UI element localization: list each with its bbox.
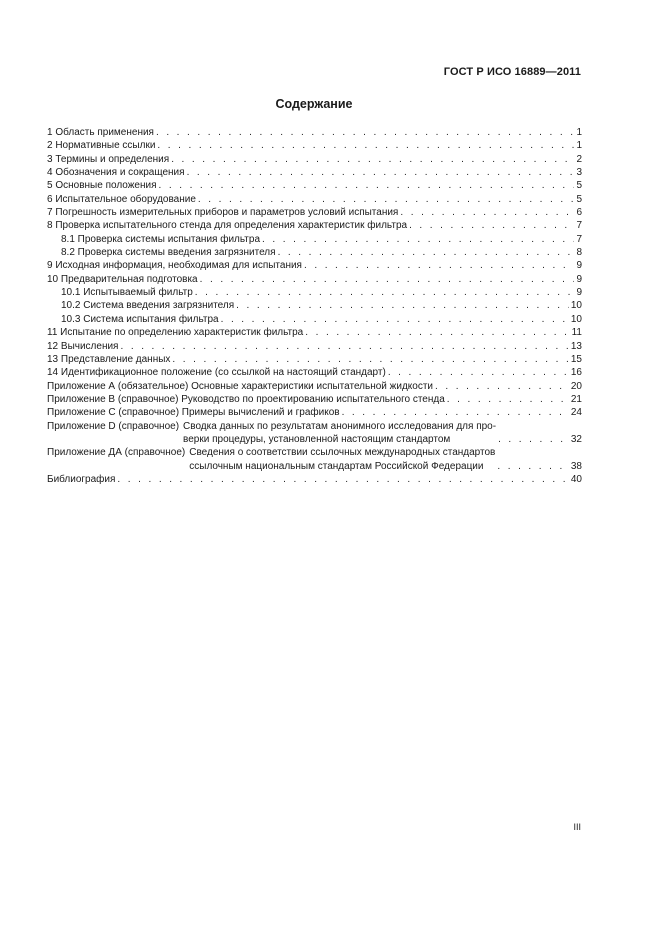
toc-entry-page: 32	[570, 433, 582, 445]
toc-entry-label: 9 Исходная информация, необходимая для испытания	[47, 260, 302, 272]
toc-entry-label: 11 Испытание по определению характеристик фильтра	[47, 327, 304, 339]
toc-entry-appendix[interactable]	[47, 420, 582, 447]
toc-entry-page: 9	[576, 287, 582, 299]
toc-entry[interactable]	[47, 259, 582, 272]
toc-entry-page: 5	[576, 180, 582, 192]
toc-subentry[interactable]	[47, 313, 582, 326]
toc-leader-dots	[156, 126, 574, 139]
toc-entry-page: 9	[576, 260, 582, 272]
toc-entry-label: 13 Представление данных	[47, 353, 171, 365]
toc-entry-page: 11	[571, 327, 582, 339]
toc-entry-label: 7 Погрешность измерительных приборов и параметров условий испытания	[47, 207, 399, 219]
toc-entry[interactable]	[47, 326, 582, 339]
toc-leader-dots	[388, 366, 569, 379]
toc-entry-page: 7	[576, 220, 582, 232]
table-of-contents	[47, 126, 582, 486]
toc-entry[interactable]	[47, 340, 582, 353]
toc-entry[interactable]	[47, 126, 582, 139]
toc-leader-dots	[435, 380, 569, 393]
toc-entry-label: 4 Обозначения и сокращения	[47, 167, 185, 179]
toc-entry[interactable]	[47, 179, 582, 192]
toc-entry-page: 10	[570, 300, 582, 312]
toc-entry-label: 10 Предварительная подготовка	[47, 273, 198, 285]
toc-entry-page: 21	[570, 393, 582, 405]
toc-subentry[interactable]	[47, 299, 582, 312]
toc-entry-label: Приложение А (обязательное) Основные характеристики испытательной жидкости	[47, 380, 433, 392]
toc-entry-label: Библиография	[47, 473, 116, 485]
toc-entry-label: 6 Испытательное оборудование	[47, 193, 196, 205]
toc-leader-dots	[278, 246, 575, 259]
toc-entry-page: 1	[576, 127, 582, 138]
toc-entry-page: 3	[576, 167, 582, 179]
toc-entry-appendix[interactable]	[47, 393, 582, 406]
toc-entry-label: 10.1 Испытываемый фильтр	[61, 287, 193, 299]
toc-leader-dots	[117, 473, 568, 486]
page-number: III	[573, 822, 581, 832]
toc-entry[interactable]	[47, 153, 582, 166]
toc-entry-page: 40	[570, 473, 582, 485]
toc-entry-page: 2	[576, 153, 582, 165]
toc-entry-label-line: верки процедуры, установленной настоящим стандартом	[183, 433, 451, 445]
toc-entry-label-lead: Приложение D (справочное)	[47, 420, 180, 432]
toc-entry[interactable]	[47, 139, 582, 152]
toc-entry-label-line: ссылочным национальным стандартам Российской Федерации	[189, 460, 484, 472]
toc-entry-label-line: Сводка данных по результатам анонимного исследования для про-	[183, 420, 497, 432]
toc-entry-page: 24	[570, 407, 582, 419]
toc-entry-page: 15	[570, 353, 582, 365]
toc-leader-dots	[497, 460, 569, 473]
toc-entry[interactable]	[47, 219, 582, 232]
toc-entry[interactable]	[47, 206, 582, 219]
toc-subentry[interactable]	[47, 233, 582, 246]
toc-leader-dots	[157, 139, 574, 152]
document-id-header: ГОСТ Р ИСО 16889—2011	[443, 66, 581, 78]
toc-leader-dots	[409, 219, 574, 232]
toc-leader-dots	[400, 206, 574, 219]
toc-leader-dots	[498, 433, 569, 446]
toc-entry-page: 9	[576, 273, 582, 285]
toc-entry-label: 12 Вычисления	[47, 340, 119, 352]
toc-subentry[interactable]	[47, 246, 582, 259]
toc-entry-page: 13	[570, 340, 582, 352]
toc-leader-dots	[159, 179, 575, 192]
toc-entry-page: 5	[576, 193, 582, 205]
toc-leader-dots	[195, 286, 575, 299]
toc-entry-label: 10.3 Система испытания фильтра	[61, 313, 219, 325]
toc-entry-page: 1	[576, 140, 582, 152]
toc-leader-dots	[304, 259, 574, 272]
toc-leader-dots	[342, 406, 569, 419]
toc-entry-bibliography[interactable]	[47, 473, 582, 486]
toc-entry-label: 14 Идентификационное положение (со ссылкой на настоящий стандарт)	[47, 367, 386, 379]
toc-entry-page: 6	[576, 207, 582, 219]
toc-entry-label: Приложение В (справочное) Руководство по проектированию испытательного стенда	[47, 393, 445, 405]
toc-subentry[interactable]	[47, 286, 582, 299]
toc-leader-dots	[236, 299, 569, 312]
toc-entry-label: 1 Область применения	[47, 127, 154, 138]
toc-entry[interactable]	[47, 366, 582, 379]
toc-entry-label: 10.2 Система введения загрязнителя	[61, 300, 235, 312]
toc-entry[interactable]	[47, 166, 582, 179]
toc-leader-dots	[262, 233, 574, 246]
toc-entry-label: 5 Основные положения	[47, 180, 157, 192]
toc-entry[interactable]	[47, 273, 582, 286]
toc-entry-appendix[interactable]	[47, 380, 582, 393]
toc-entry-page: 38	[570, 460, 582, 472]
toc-entry-appendix[interactable]	[47, 406, 582, 419]
toc-entry-page: 7	[576, 233, 582, 245]
toc-leader-dots	[198, 193, 575, 206]
toc-leader-dots	[305, 326, 569, 339]
toc-leader-dots	[447, 393, 569, 406]
toc-entry-label: 8.2 Проверка системы введения загрязнителя	[61, 247, 276, 259]
toc-leader-dots	[187, 166, 575, 179]
toc-entry-page: 16	[570, 367, 582, 379]
toc-leader-dots	[172, 353, 568, 366]
toc-entry-page: 8	[576, 247, 582, 259]
toc-entry-label-lines	[183, 420, 496, 447]
toc-entry-label-lines	[189, 446, 495, 473]
toc-entry-label: Приложение С (справочное) Примеры вычислений и графиков	[47, 407, 340, 419]
toc-entry-label-block	[47, 420, 496, 447]
toc-entry[interactable]	[47, 353, 582, 366]
toc-entry-page: 20	[570, 380, 582, 392]
toc-title: Содержание	[275, 97, 353, 111]
toc-entry[interactable]	[47, 193, 582, 206]
toc-entry-label: 8 Проверка испытательного стенда для определения характеристик фильтра	[47, 220, 408, 232]
toc-entry-label: 8.1 Проверка системы испытания фильтра	[61, 233, 261, 245]
toc-entry-label: 3 Термины и определения	[47, 153, 170, 165]
toc-entry-label: 2 Нормативные ссылки	[47, 140, 156, 152]
toc-entry-appendix[interactable]	[47, 446, 582, 473]
toc-leader-dots	[221, 313, 569, 326]
toc-entry-page: 10	[570, 313, 582, 325]
toc-leader-dots	[120, 340, 568, 353]
toc-entry-label-block	[47, 446, 495, 473]
toc-leader-dots	[200, 273, 575, 286]
toc-leader-dots	[171, 153, 574, 166]
toc-entry-label-lead: Приложение ДА (справочное)	[47, 447, 186, 459]
toc-entry-label-line: Сведения о соответствии ссылочных международных стандартов	[189, 447, 496, 459]
